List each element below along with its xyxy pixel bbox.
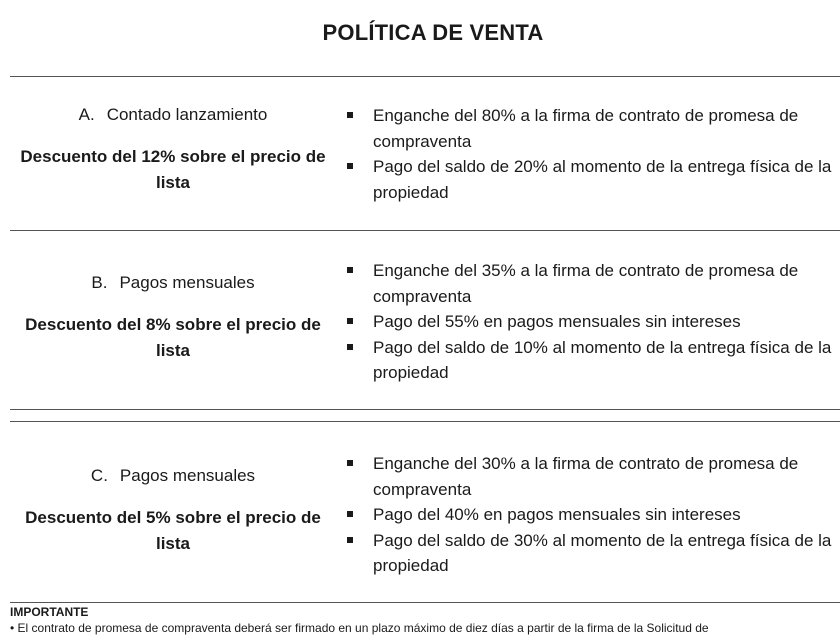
important-footnote: • El contrato de promesa de compraventa deberá ser firmado en un plazo máximo de diez días a partir de la firma de la Solicitud de xyxy=(10,621,709,635)
plan-b-condition: Enganche del 35% a la firma de contrato de promesa de compraventa xyxy=(345,258,840,309)
square-bullet-icon xyxy=(347,267,353,273)
plan-a-label xyxy=(12,104,334,126)
document-title: POLÍTICA DE VENTA xyxy=(322,20,544,45)
plan-c-name: Pagos mensuales xyxy=(119,466,256,485)
plan-c-conditions xyxy=(345,451,840,579)
plan-c-condition: Enganche del 30% a la firma de contrato de promesa de compraventa xyxy=(345,451,840,502)
plan-b-discount: Descuento del 8% sobre el precio de lista xyxy=(25,315,321,360)
important-heading: IMPORTANTE xyxy=(10,605,89,619)
plan-c-discount: Descuento del 5% sobre el precio de lista xyxy=(25,508,321,553)
plan-a-name: Contado lanzamiento xyxy=(106,105,268,124)
plan-c-condition: Pago del saldo de 30% al momento de la entrega física de la propiedad xyxy=(345,528,840,579)
plan-a-condition: Enganche del 80% a la firma de contrato de promesa de compraventa xyxy=(345,103,840,154)
plan-c-condition: Pago del 40% en pagos mensuales sin intereses xyxy=(345,502,840,528)
plan-b-label xyxy=(12,272,334,294)
plan-a-condition: Pago del saldo de 20% al momento de la entrega física de la propiedad xyxy=(345,154,840,205)
plan-a-summary xyxy=(12,104,334,196)
plan-a-letter: A. xyxy=(78,105,95,124)
square-bullet-icon xyxy=(347,112,353,118)
divider-b-c-upper xyxy=(10,409,840,410)
square-bullet-icon xyxy=(347,344,353,350)
plan-b-condition: Pago del saldo de 10% al momento de la entrega física de la propiedad xyxy=(345,335,840,386)
square-bullet-icon xyxy=(347,537,353,543)
plan-b-conditions xyxy=(345,258,840,386)
plan-b-name: Pagos mensuales xyxy=(119,273,255,292)
plan-b-condition: Pago del 55% en pagos mensuales sin intereses xyxy=(345,309,840,335)
plan-a-discount: Descuento del 12% sobre el precio de lista xyxy=(20,147,326,192)
plan-c-letter: C. xyxy=(90,466,108,485)
plan-c-label xyxy=(12,465,334,487)
divider-a-b xyxy=(10,230,840,231)
divider-b-c-lower xyxy=(10,421,840,422)
square-bullet-icon xyxy=(347,511,353,517)
square-bullet-icon xyxy=(347,163,353,169)
plan-b-letter: B. xyxy=(91,273,108,292)
divider-bottom xyxy=(10,602,840,603)
plan-b-summary xyxy=(12,272,334,364)
plan-a-conditions xyxy=(345,103,840,205)
square-bullet-icon xyxy=(347,460,353,466)
square-bullet-icon xyxy=(347,318,353,324)
plan-c-summary xyxy=(12,465,334,557)
divider-top xyxy=(10,76,840,77)
